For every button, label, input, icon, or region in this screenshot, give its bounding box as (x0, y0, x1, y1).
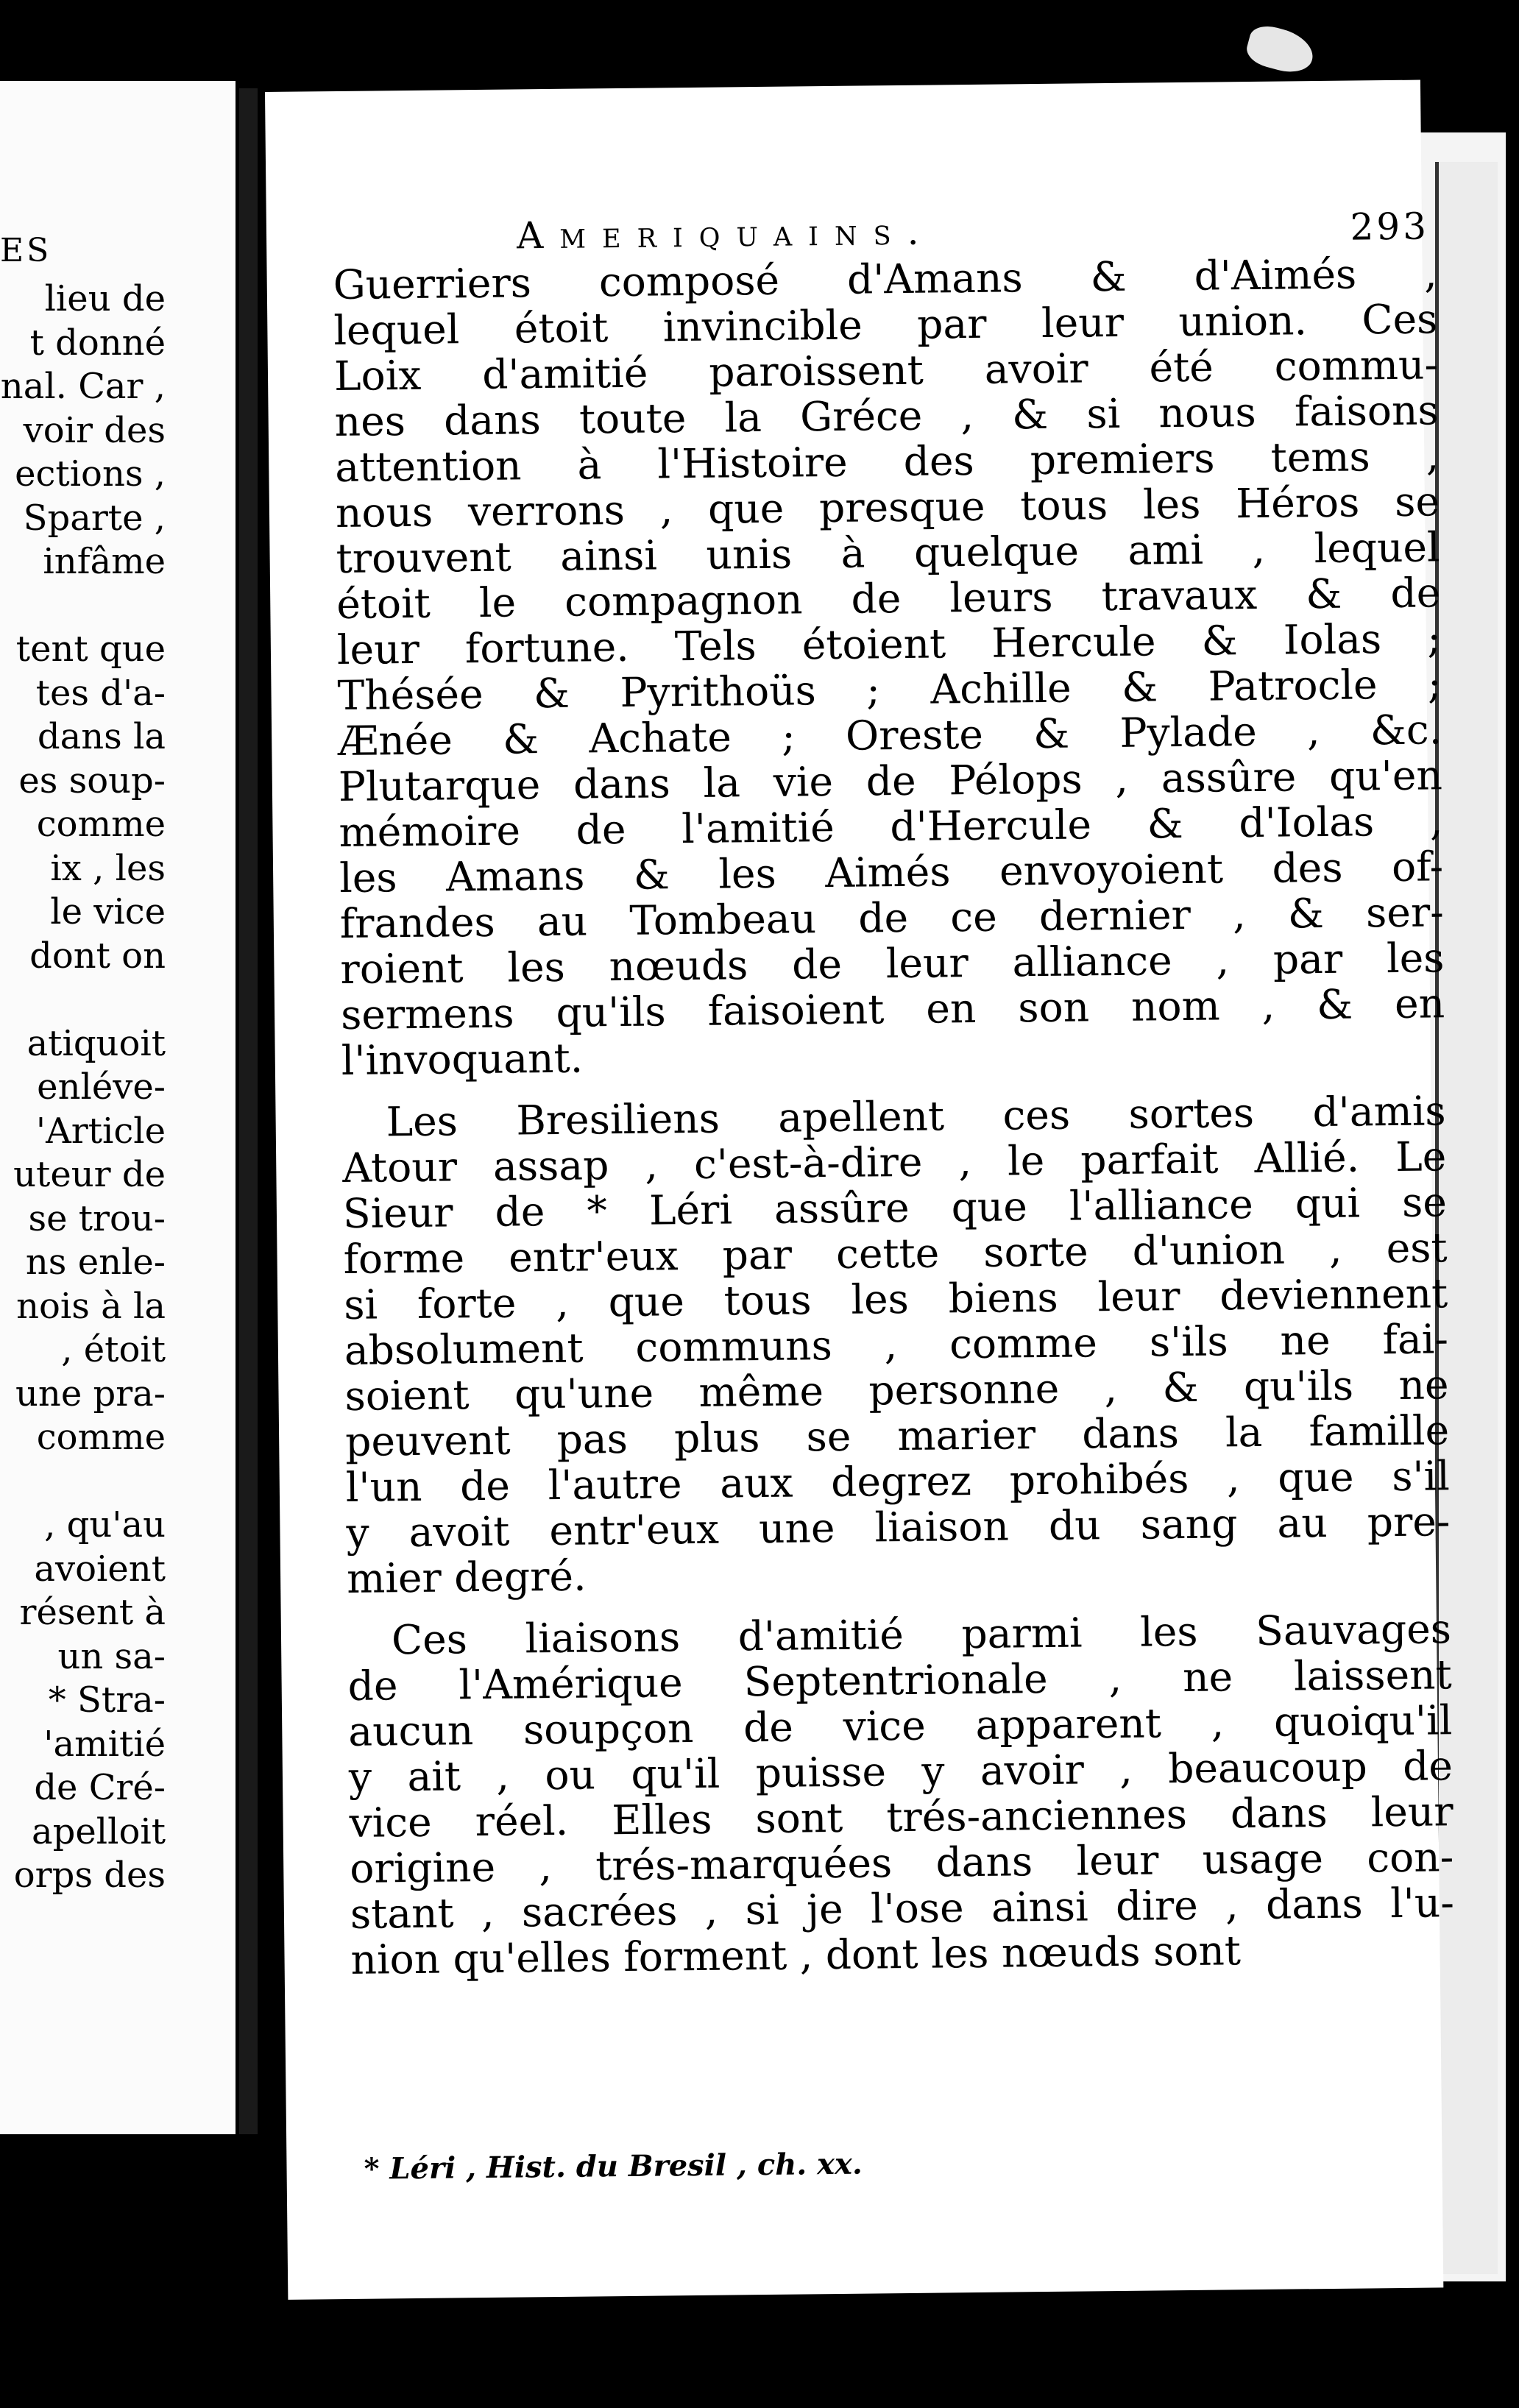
previous-page-line: ns enle- (25, 1242, 166, 1283)
previous-page-line: tent que (15, 628, 166, 670)
text-line: frandes au Tombeau de ce dernier , & ser- (339, 888, 1445, 947)
previous-page-line: , qu'au (44, 1504, 166, 1545)
paragraph (341, 1088, 1451, 1601)
previous-page-line: lieu de (44, 278, 166, 319)
text-line: mémoire de l'amitié d'Hercule & d'Iolas , (339, 797, 1443, 857)
text-line: Ces liaisons d'amitié parmi les Sauvages (391, 1605, 1452, 1664)
previous-page-line: comme (36, 804, 166, 845)
text-line: forme entr'eux par cette sorte d'union , est (343, 1224, 1448, 1283)
text-line: nion qu'elles forment , dont les nœuds sont (350, 1927, 1242, 1983)
previous-page-line: apelloit (32, 1810, 166, 1852)
text-line: origine , trés-marquées dans leur usage con- (349, 1833, 1454, 1892)
previous-page-line: résent à (19, 1592, 166, 1633)
text-line: Atour assap , c'est-à-dire , le parfait Allié. Le (341, 1133, 1447, 1191)
running-head-title: Ameriquains. (516, 210, 935, 258)
book-gutter (239, 88, 258, 2134)
previous-page-line: avoient (34, 1548, 166, 1590)
previous-page-line: t donné (29, 322, 166, 364)
text-line: l'un de l'autre aux degrez prohibés , que s'il (345, 1452, 1451, 1511)
page-body (333, 250, 1454, 1983)
previous-page-line: dont on (29, 935, 166, 977)
previous-page-line: orps des (13, 1855, 166, 1896)
text-line: Les Bresiliens apellent ces sortes d'amis (386, 1087, 1446, 1146)
previous-page-line: infâme (43, 541, 166, 582)
text-line: de l'Amérique Septentrionale , ne laissent (347, 1651, 1452, 1710)
text-line: mier degré. (346, 1552, 587, 1602)
text-line: Sieur de * Léri assûre que l'alliance qui se (342, 1178, 1448, 1237)
book-page (265, 80, 1455, 2300)
text-line: Plutarque dans la vie de Pélops , assûre qu'en (338, 751, 1443, 811)
previous-page-line: nal. Car , (0, 366, 166, 407)
text-line: lequel étoit invincible par leur union. Ces (333, 295, 1438, 355)
running-head (517, 205, 1430, 257)
text-line: leur fortune. Tels étoient Hercule & Iolas ; (336, 615, 1442, 674)
previous-page-line: de Cré- (34, 1767, 166, 1808)
previous-page-line: atiquoit (26, 1022, 166, 1064)
previous-page-line: un sa- (57, 1635, 166, 1677)
paragraph (333, 250, 1445, 1083)
previous-page-line: es soup- (18, 759, 166, 801)
scan-border (0, 2311, 1519, 2408)
previous-page-line: une pra- (15, 1373, 166, 1414)
previous-page-line: nois à la (16, 1285, 166, 1327)
text-line: attention à l'Histoire des premiers tems , (335, 432, 1440, 492)
text-line: Loix d'amitié paroissent avoir été commu- (333, 341, 1439, 400)
text-line: vice réel. Elles sont trés-anciennes dans leur (349, 1788, 1454, 1846)
previous-page (0, 81, 236, 2134)
text-line: si forte , que tous les biens leur deviennent (343, 1269, 1448, 1328)
text-line: les Amans & les Aimés envoyoient des of- (339, 843, 1444, 902)
previous-page-line: tes d'a- (35, 672, 166, 714)
previous-page-line: 'amitié (43, 1723, 166, 1765)
previous-page-line: enléve- (37, 1066, 166, 1108)
text-line: roient les nœuds de leur alliance , par les (340, 934, 1445, 993)
text-line: Guerriers composé d'Amans & d'Aimés , (333, 249, 1438, 309)
previous-page-line: 'Article (35, 1110, 166, 1152)
text-line: absolument communs , comme s'ils ne fai- (344, 1315, 1449, 1374)
text-line: trouvent ainsi unis à quelque ami , lequel (336, 523, 1440, 583)
text-line: sermens qu'ils faisoient en son nom , & en (340, 980, 1445, 1038)
previous-page-line: * Stra- (48, 1679, 166, 1721)
text-line: étoit le compagnon de leurs travaux & de (336, 569, 1441, 628)
previous-page-line: se trou- (28, 1197, 166, 1239)
text-line: Ænée & Achate ; Oreste & Pylade , &c. (337, 706, 1442, 765)
text-line: nes dans toute la Gréce , & si nous faisons (334, 386, 1439, 446)
text-line: peuvent pas plus se marier dans la famille (344, 1406, 1450, 1465)
text-line: nous verrons , que presque tous les Héros se (335, 478, 1440, 537)
previous-page-header: ES (0, 232, 52, 269)
text-line: stant , sacrées , si je l'ose ainsi dire , dans l'u- (350, 1879, 1455, 1938)
paper-fragment (1243, 21, 1317, 77)
text-line: l'invoquant. (341, 1034, 584, 1084)
previous-page-line: comme (36, 1417, 166, 1458)
text-line: y ait , ou qu'il puisse y avoir , beaucoup de (348, 1742, 1454, 1801)
previous-page-line: voir des (23, 409, 166, 451)
text-line: aucun soupçon de vice apparent , quoiqu'il (348, 1696, 1453, 1755)
text-line: Thésée & Pyrithoüs ; Achille & Patrocle ; (337, 660, 1442, 720)
previous-page-line: Sparte , (23, 497, 166, 539)
footnote: * Léri , Hist. du Bresil , ch. xx. (364, 2146, 863, 2186)
text-line: y avoit entr'eux une liaison du sang au pre- (346, 1498, 1451, 1557)
previous-page-line: ix , les (50, 847, 166, 889)
previous-page-line: dans la (37, 716, 166, 757)
previous-page-line: le vice (50, 891, 166, 932)
previous-page-line: ections , (15, 453, 166, 495)
previous-page-line: , étoit (61, 1329, 166, 1370)
page-number: 293 (1350, 205, 1430, 249)
text-line: soient qu'une même personne , & qu'ils ne (344, 1361, 1449, 1420)
previous-page-line: uteur de (13, 1154, 166, 1195)
paragraph (347, 1606, 1455, 1983)
